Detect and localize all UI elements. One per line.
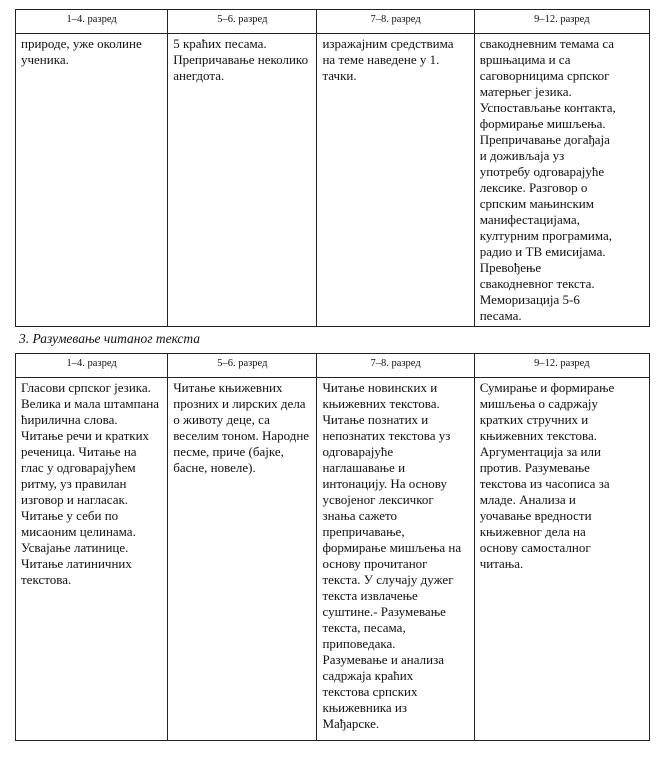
cell-text: Сумирање и формирање мишљења о садржају кратких стручних и књижевних текстова. Аргументација за или против. Разумевање текстова из часописа за младе. Анализа и уочавање вредности књижевног дела на основу самосталног читања. xyxy=(479,380,615,571)
cell-grade-5-6 xyxy=(168,378,317,741)
header-grade-5-6: 5–6. разред xyxy=(168,10,317,34)
cell-text: Читање књижевних прозних и лирских дела о животу деце, са веселим тоном. Народне песме, приче (бајке, басне, новеле). xyxy=(173,380,310,475)
header-grade-1-4: 1–4. разред xyxy=(16,354,168,378)
table-header-row xyxy=(16,354,650,378)
curriculum-table-continued xyxy=(15,9,650,327)
cell-text: Читање новинских и књижевних текстова. Читање познатих и непознатих текстова уз одговарајуће наглашавање и интонацију. На основу усвојеног лексичког знања сажето препричавање, формирање мишљења на основу прочитаног текста. У случају дужег текста извлачење суштине.- Разумевање текста, песама, приповедака. Разумевање и анализа садржаја краћих текстова српских књижевника из Мађарске. xyxy=(322,380,462,731)
cell-grade-5-6 xyxy=(168,34,317,327)
header-grade-7-8: 7–8. разред xyxy=(317,354,474,378)
section-heading: 3. Разумевање читаног текста xyxy=(19,331,201,346)
table-row xyxy=(16,34,650,327)
table-header-row xyxy=(16,10,650,34)
cell-grade-1-4 xyxy=(16,34,168,327)
cell-text: природе, уже околине ученика. xyxy=(21,36,142,67)
reading-comprehension-table xyxy=(15,353,650,741)
cell-text: 5 краћих песама. Препричавање неколико анегдота. xyxy=(173,36,309,83)
cell-grade-1-4 xyxy=(16,378,168,741)
header-grade-7-8: 7–8. разред xyxy=(317,10,474,34)
cell-grade-9-12 xyxy=(474,378,649,741)
cell-text: свакодневним темама са вршњацима и са саговорницима српског матерњег језика. Успостављање контакта, формирање мишљења. Препричавање догађаја и доживљаја уз употребу одговарајуће лексике. Разговор о српским мањинским манифестацијама, културним програмима, радио и ТВ емисијама. Превођење свакодневног текста. Меморизација 5-6 песама. xyxy=(479,36,616,323)
cell-grade-9-12 xyxy=(474,34,649,327)
table-row xyxy=(16,378,650,741)
cell-text: Гласови српског језика. Велика и мала штампана ћирилична слова. Читање речи и кратких реченица. Читање на глас у одговарајућем ритму, уз правилан изговор и нагласак. Читање у себи по мисаоним целинама. Усвајање латинице. Читање латиничних текстова. xyxy=(21,380,160,587)
header-grade-5-6: 5–6. разред xyxy=(168,354,317,378)
cell-grade-7-8 xyxy=(317,378,474,741)
cell-text: изражајним средствима на теме наведене у 1. тачки. xyxy=(322,36,454,83)
header-grade-1-4: 1–4. разред xyxy=(16,10,168,34)
cell-grade-7-8 xyxy=(317,34,474,327)
header-grade-9-12: 9–12. разред xyxy=(474,10,649,34)
header-grade-9-12: 9–12. разред xyxy=(474,354,649,378)
